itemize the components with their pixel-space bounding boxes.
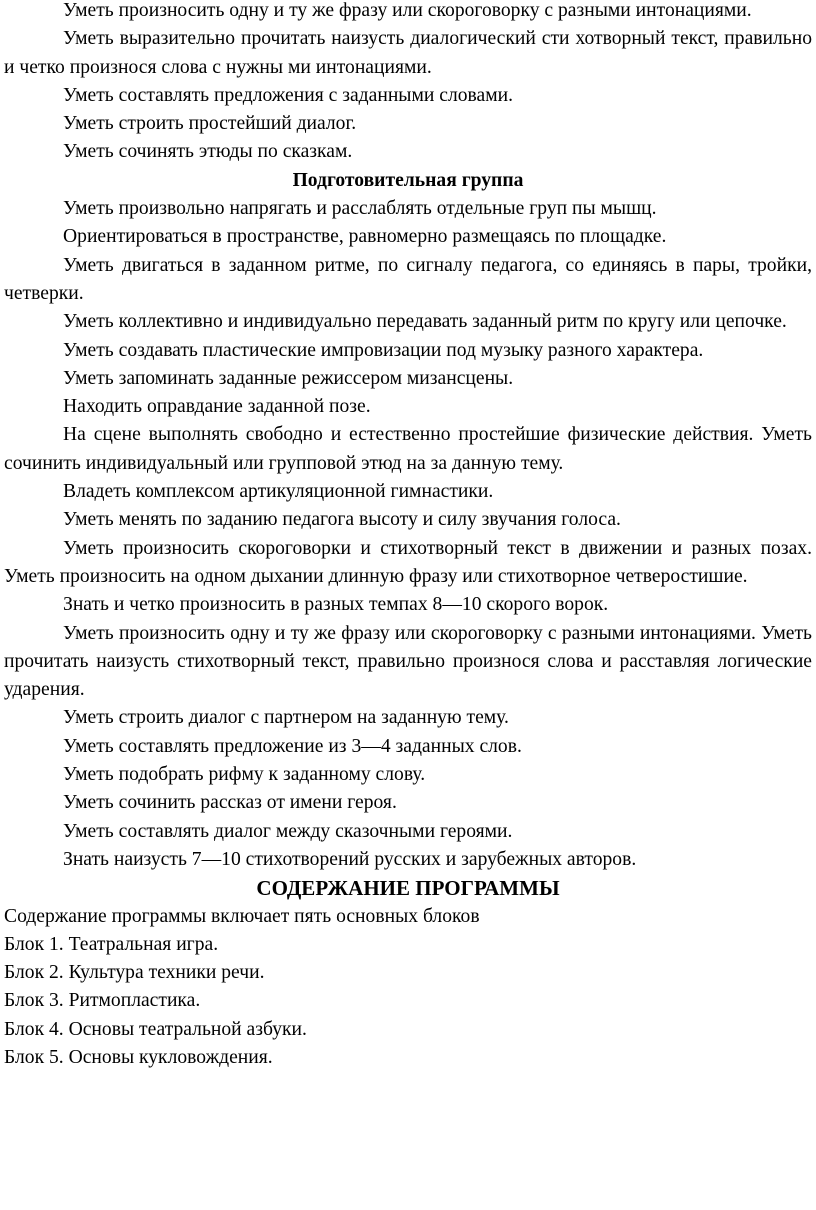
paragraph: Уметь составлять предложение из 3—4 заданных слов. (63, 735, 522, 757)
block-item: Блок 3. Ритмопластика. (4, 990, 201, 1012)
group-heading: Подготовительная группа (292, 169, 524, 191)
paragraph: Уметь сочинять этюды по сказкам. (63, 141, 353, 163)
paragraph: Уметь строить простейший диалог. (63, 113, 357, 135)
paragraph: Уметь запоминать заданные режиссером мизансцены. (63, 367, 514, 389)
paragraph: Ориентироваться в пространстве, равномерно размещаясь по площадке. (63, 226, 667, 248)
paragraph: Уметь менять по заданию педагога высоту и силу звучания голоса. (63, 509, 621, 531)
block-item: Блок 5. Основы кукловождения. (4, 1046, 273, 1068)
program-heading: СОДЕРЖАНИЕ ПРОГРАММЫ (256, 876, 560, 901)
paragraph: На сцене выполнять свободно и естественно простейшие физические действия. Уметь сочинить индивидуальный или групповой этюд на за данную тему. (4, 424, 812, 474)
block-item: Блок 4. Основы театральной азбуки. (4, 1018, 307, 1040)
paragraph: Уметь создавать пластические импровизации под музыку разного характера. (63, 339, 704, 361)
paragraph: Уметь сочинить рассказ от имени героя. (63, 792, 397, 814)
paragraph: Владеть комплексом артикуляционной гимнастики. (63, 481, 494, 503)
paragraph: Находить оправдание заданной позе. (63, 396, 371, 418)
paragraph: Уметь двигаться в заданном ритме, по сигналу педагога, со единяясь в пары, тройки, четверки. (4, 254, 812, 304)
block-item: Блок 1. Театральная игра. (4, 933, 219, 955)
paragraph: Уметь произносить одну и ту же фразу или скороговорку с разными интонациями. Уметь прочитать наизусть стихотворный текст, правильно произнося слова и расставляя логические ударения. (4, 622, 812, 701)
paragraph: Уметь строить диалог с партнером на заданную тему. (63, 707, 509, 729)
paragraph: Уметь выразительно прочитать наизусть диалогический сти хотворный текст, правильно и четко произнося слова с нужны ми интонациями. (4, 28, 812, 78)
paragraph: Уметь произносить скороговорки и стихотворный текст в движении и разных позах. Уметь произносить на одном дыхании длинную фразу или стихотворное четверостишие. (4, 537, 812, 587)
paragraph: Уметь составлять предложения с заданными словами. (63, 84, 513, 106)
paragraph: Знать наизусть 7—10 стихотворений русских и зарубежных авторов. (63, 848, 637, 870)
paragraph: Уметь подобрать рифму к заданному слову. (63, 764, 426, 786)
paragraph: Знать и четко произносить в разных темпах 8—10 скорого ворок. (63, 594, 609, 616)
block-item: Блок 2. Культура техники речи. (4, 962, 265, 984)
program-intro: Содержание программы включает пять основных блоков (4, 905, 480, 927)
paragraph: Уметь коллективно и индивидуально передавать заданный ритм по кругу или цепочке. (63, 311, 787, 333)
paragraph: Уметь составлять диалог между сказочными героями. (63, 820, 513, 842)
paragraph: Уметь произвольно напрягать и расслаблять отдельные груп пы мышц. (63, 198, 657, 220)
paragraph: Уметь произносить одну и ту же фразу или скороговорку с разными интонациями. (63, 0, 752, 21)
